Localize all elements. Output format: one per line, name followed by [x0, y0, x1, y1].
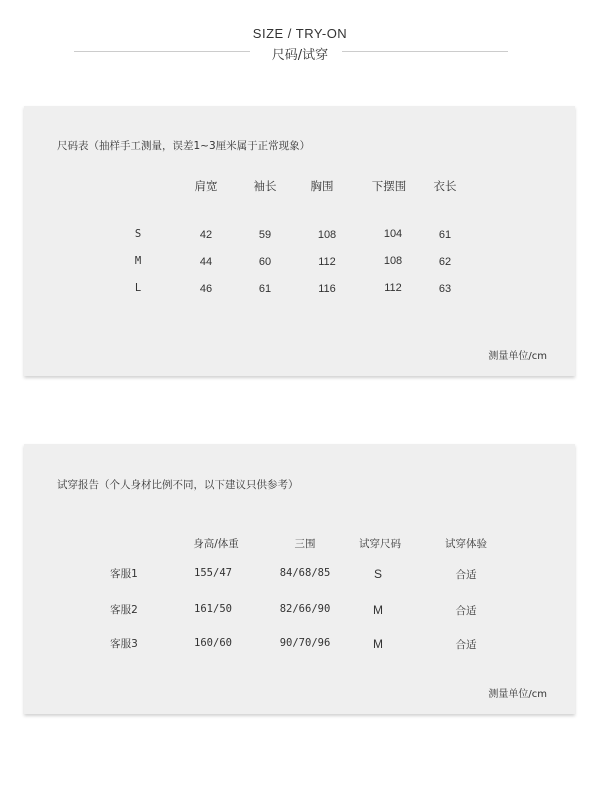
size-col-header: 肩宽 [194, 179, 218, 193]
tryon-col-header: 身高/体重 [193, 538, 239, 550]
size-value: 104 [383, 228, 403, 240]
size-value: 61 [258, 283, 272, 295]
size-value: 44 [199, 256, 213, 268]
size-chart-card [24, 106, 575, 376]
tryon-value: 161/50 [194, 603, 232, 615]
tryon-col-header: 三围 [294, 538, 316, 550]
tryon-value: M [373, 603, 383, 617]
tryon-value: 合适 [455, 569, 477, 581]
size-value: 46 [199, 283, 213, 295]
size-label: S [134, 228, 142, 240]
size-value: 108 [383, 255, 403, 267]
size-col-header: 胸围 [310, 179, 334, 193]
size-col-header: 衣长 [433, 179, 457, 193]
tryon-report-title: 试穿报告（个人身材比例不同，以下建议只供参考） [57, 479, 299, 491]
size-label: L [134, 282, 142, 294]
tryon-value: 82/66/90 [279, 603, 331, 615]
size-value: 108 [317, 229, 337, 241]
size-value: 63 [438, 283, 452, 295]
page-header [0, 24, 600, 64]
tryon-value: 160/60 [194, 637, 232, 649]
header-title-cn: 尺码/试穿 [271, 48, 329, 63]
size-value: 61 [438, 229, 452, 241]
tryon-value: S [373, 567, 383, 581]
tryon-report-unit: 测量单位/cm [488, 689, 547, 700]
tryon-value: 84/68/85 [279, 567, 331, 579]
tryon-report-card [24, 444, 575, 714]
tryon-value: 155/47 [194, 567, 232, 579]
header-title-en: SIZE / TRY-ON [252, 26, 348, 41]
tryon-value: 合适 [455, 605, 477, 617]
tryon-row-name: 客服2 [110, 604, 138, 616]
size-value: 42 [199, 229, 213, 241]
tryon-col-header: 试穿尺码 [359, 538, 401, 550]
size-col-header: 袖长 [253, 179, 277, 193]
tryon-col-header: 试穿体验 [445, 538, 487, 550]
size-chart-title: 尺码表（抽样手工测量，误差1~3厘米属于正常现象） [57, 140, 311, 152]
size-label: M [134, 255, 142, 267]
tryon-value: M [373, 637, 383, 651]
size-value: 59 [258, 229, 272, 241]
tryon-row-name: 客服1 [110, 568, 138, 580]
size-value: 112 [318, 256, 336, 268]
tryon-row-name: 客服3 [110, 638, 138, 650]
tryon-value: 90/70/96 [279, 637, 331, 649]
size-col-header: 下摆围 [371, 179, 407, 193]
size-value: 112 [384, 282, 402, 294]
size-chart-unit: 测量单位/cm [488, 351, 547, 362]
size-value: 116 [318, 283, 336, 295]
size-value: 62 [438, 256, 452, 268]
size-value: 60 [258, 256, 272, 268]
tryon-value: 合适 [455, 639, 477, 651]
